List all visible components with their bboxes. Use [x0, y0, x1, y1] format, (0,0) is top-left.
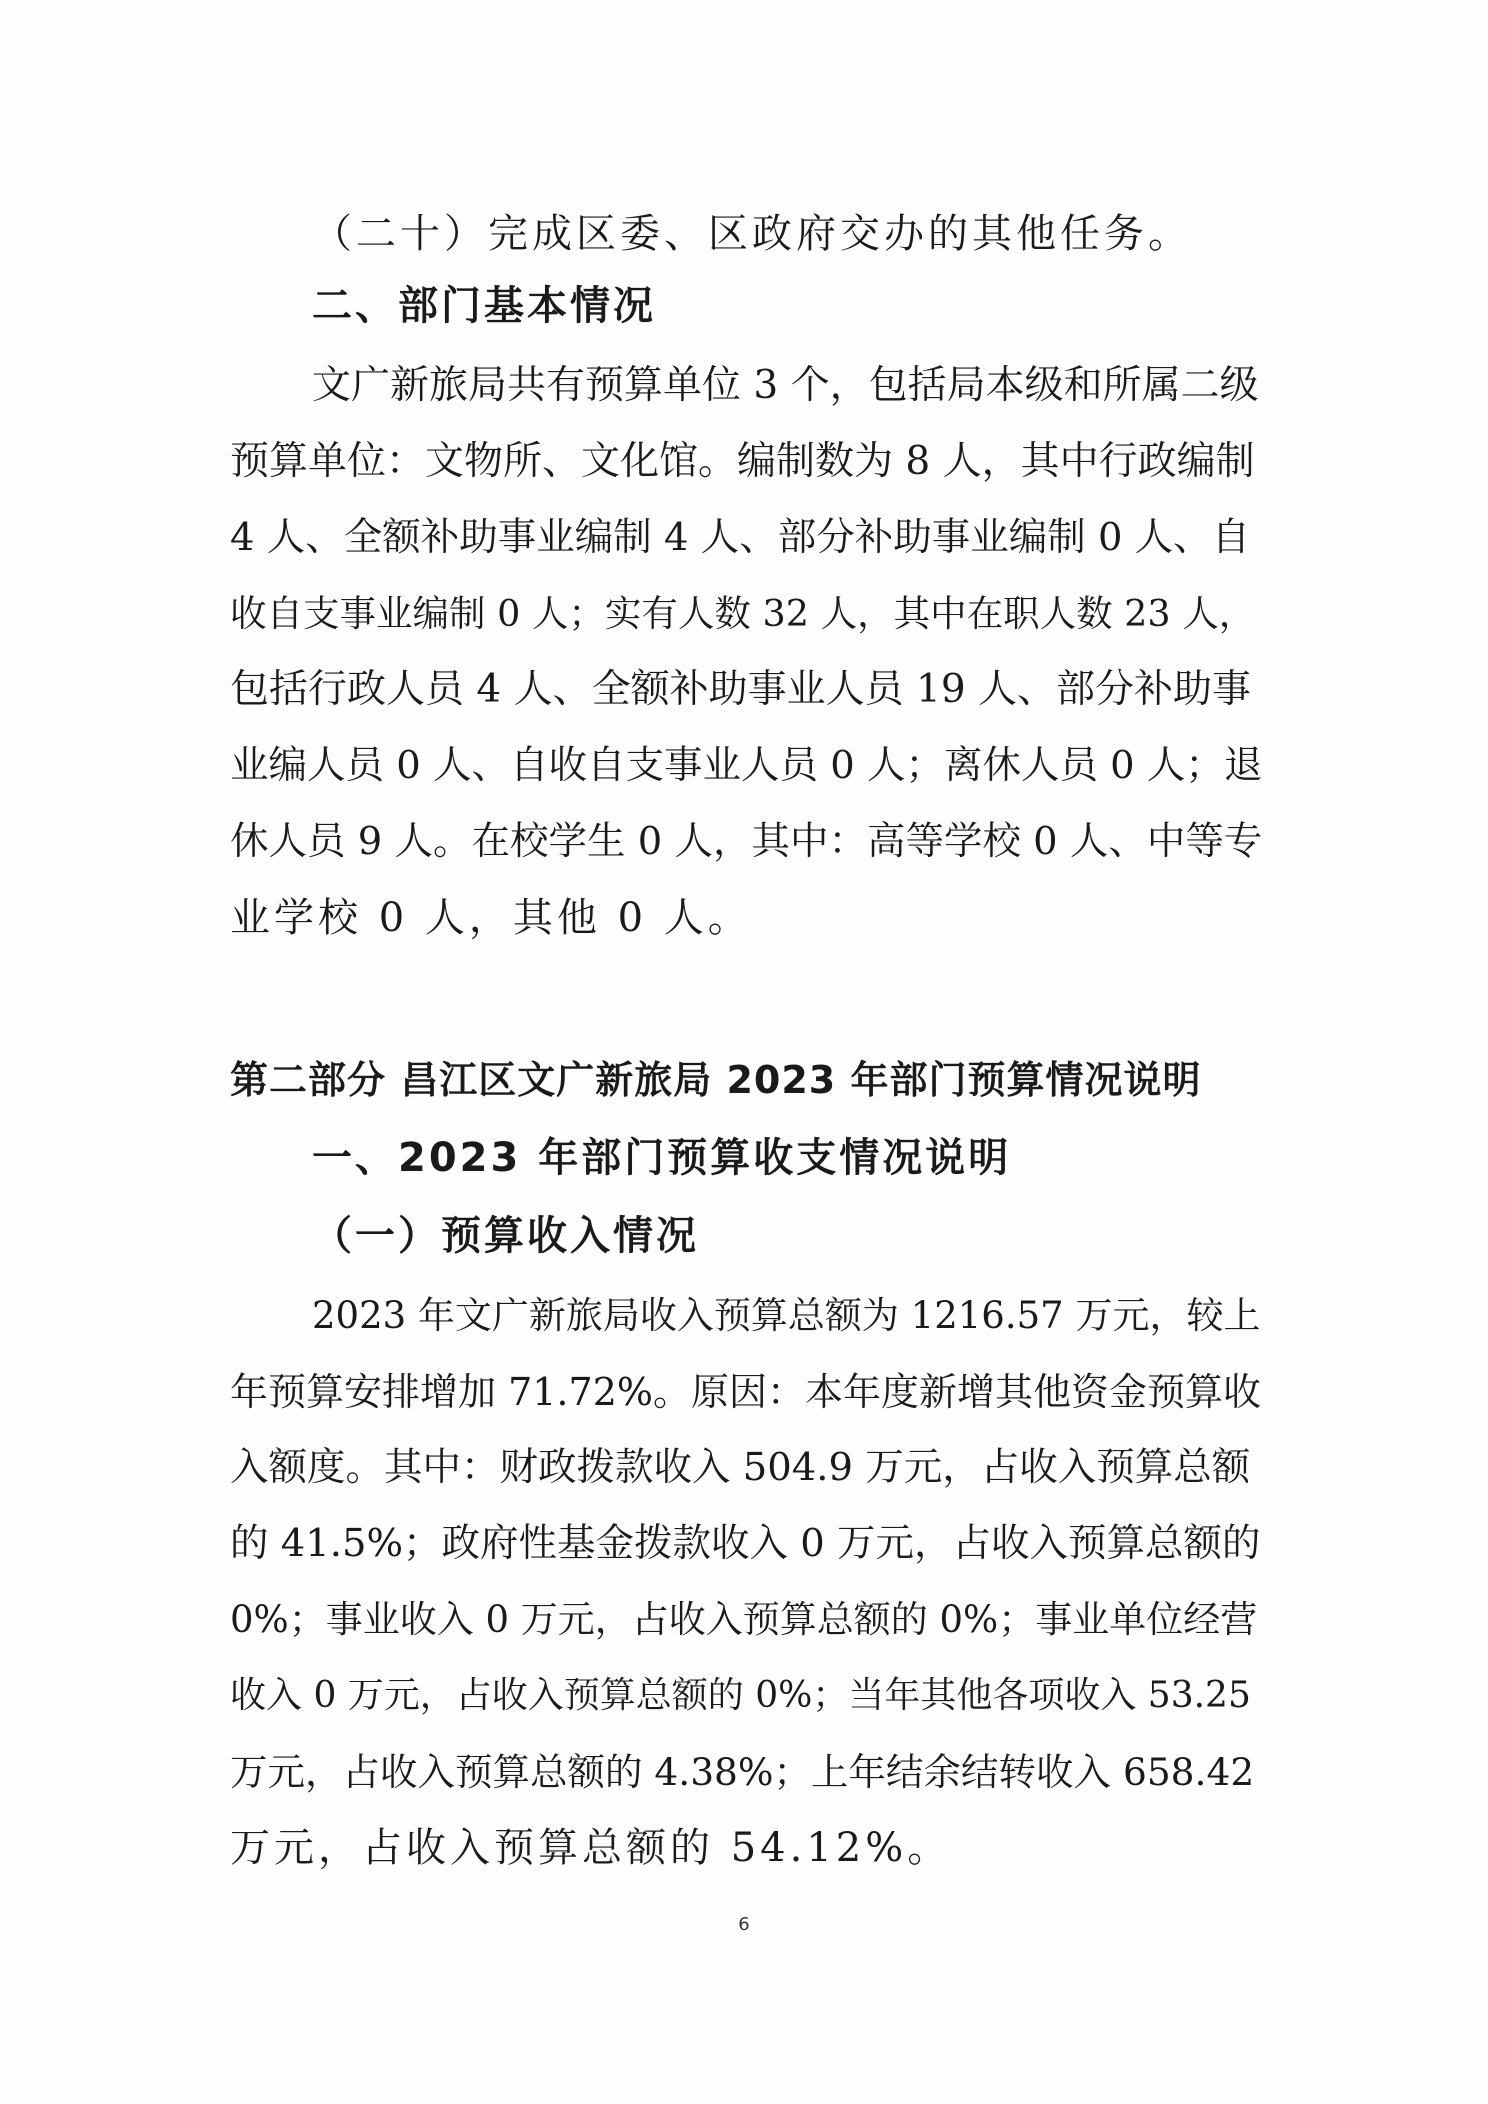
income-line: 年预算安排增加 71.72%。原因：本年度新增其他资金预算收 [230, 1370, 1261, 1414]
basic-info-line: 包括行政人员 4 人、全额补助事业人员 19 人、部分补助事 [230, 667, 1252, 712]
paragraph-item-20: （二十）完成区委、区政府交办的其他任务。 [312, 211, 1192, 257]
income-line: 万元，占收入预算总额的 4.38%；上年结余结转收入 658.42 [230, 1750, 1255, 1794]
income-line: 万元，占收入预算总额的 54.12%。 [230, 1825, 952, 1871]
part-two-heading: 第二部分 昌江区文广新旅局 2023 年部门预算情况说明 [230, 1058, 1202, 1102]
page-number: 6 [738, 1914, 750, 1935]
basic-info-line: 4 人、全额补助事业编制 4 人、部分补助事业编制 0 人、自 [230, 515, 1251, 560]
income-line: 收入 0 万元，占收入预算总额的 0%；当年其他各项收入 53.25 [230, 1675, 1251, 1716]
basic-info-line: 预算单位：文物所、文化馆。编制数为 8 人，其中行政编制 [230, 439, 1255, 484]
basic-info-line: 文广新旅局共有预算单位 3 个，包括局本级和所属二级 [312, 363, 1259, 408]
section-heading-basic-info: 二、部门基本情况 [312, 283, 656, 329]
basic-info-line: 收自支事业编制 0 人；实有人数 32 人，其中在职人数 23 人， [230, 592, 1256, 635]
income-line: 0%；事业收入 0 万元，占收入预算总额的 0%；事业单位经营 [230, 1598, 1258, 1641]
basic-info-line: 业学校 0 人，其他 0 人。 [230, 895, 752, 941]
income-line: 的 41.5%；政府性基金拨款收入 0 万元，占收入预算总额的 [230, 1521, 1261, 1566]
subsection-heading-budget-summary: 一、2023 年部门预算收支情况说明 [312, 1135, 1012, 1181]
income-line: 入额度。其中：财政拨款收入 504.9 万元，占收入预算总额 [230, 1445, 1251, 1490]
subsection-heading-income: （一）预算收入情况 [312, 1213, 699, 1259]
income-line: 2023 年文广新旅局收入预算总额为 1216.57 万元，较上 [312, 1294, 1261, 1337]
basic-info-line: 业编人员 0 人、自收自支事业人员 0 人；离休人员 0 人；退 [230, 743, 1263, 788]
basic-info-line: 休人员 9 人。在校学生 0 人，其中：高等学校 0 人、中等专 [230, 819, 1263, 864]
